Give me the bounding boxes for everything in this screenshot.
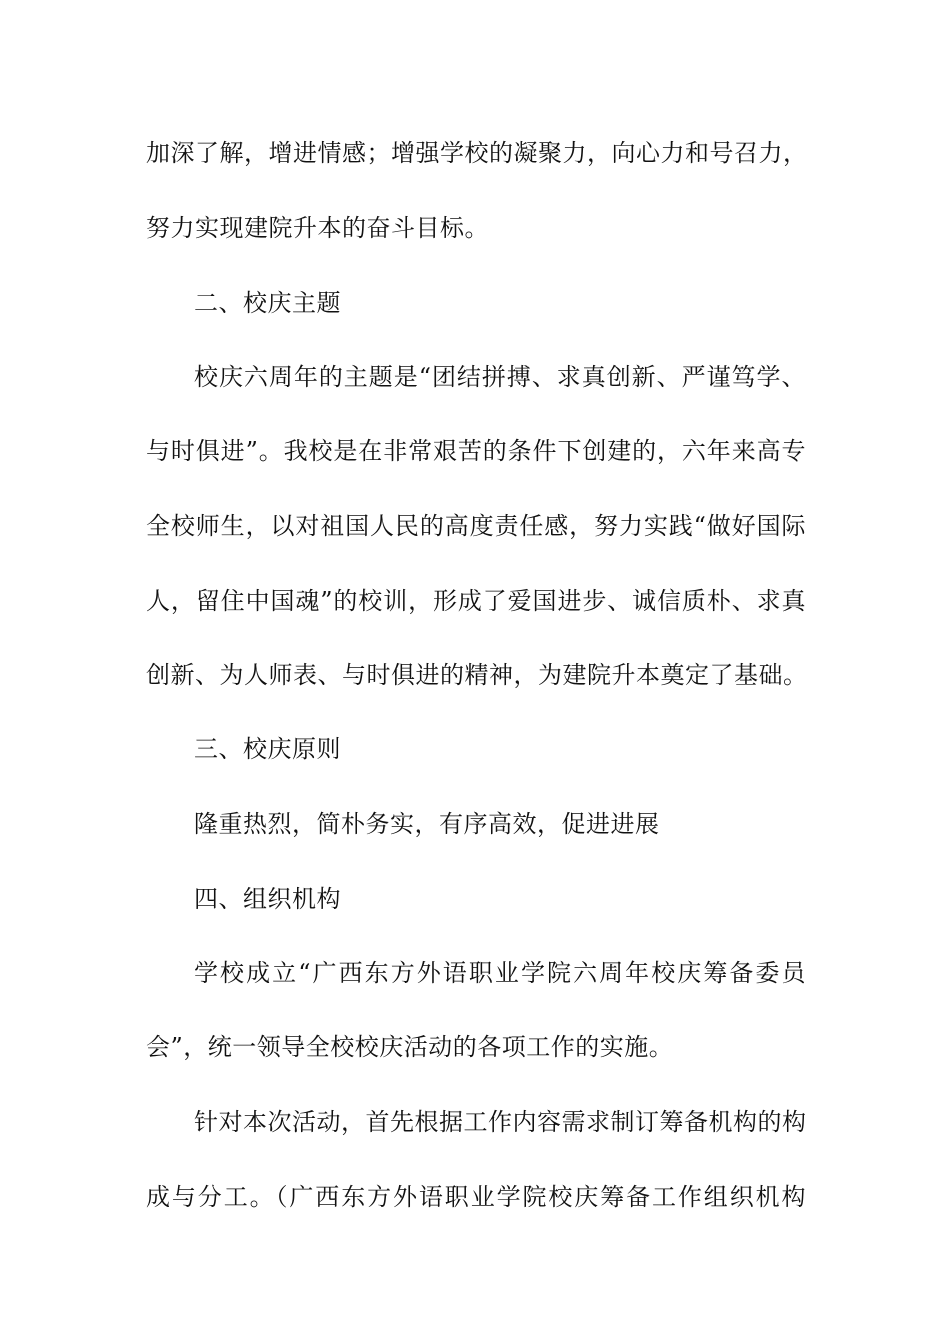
section-heading-theme: 二、校庆主题 bbox=[194, 289, 341, 317]
paragraph-line-15: 成与分工。（广西东方外语职业学院校庆筹备工作组织机构 bbox=[146, 1183, 806, 1211]
paragraph-line-7: 人，留住中国魂”的校训，形成了爱国进步、诚信质朴、求真 bbox=[146, 587, 806, 615]
section-heading-principles: 三、校庆原则 bbox=[194, 735, 341, 763]
paragraph-line-2: 努力实现建院升本的奋斗目标。 bbox=[146, 214, 489, 242]
paragraph-line-12: 学校成立“广西东方外语职业学院六周年校庆筹备委员 bbox=[194, 959, 806, 987]
section-heading-organization: 四、组织机构 bbox=[194, 885, 341, 913]
paragraph-line-13: 会”，统一领导全校校庆活动的各项工作的实施。 bbox=[146, 1033, 674, 1061]
paragraph-line-6: 全校师生，以对祖国人民的高度责任感，努力实践“做好国际 bbox=[146, 512, 806, 540]
paragraph-line-14: 针对本次活动，首先根据工作内容需求制订筹备机构的构 bbox=[194, 1108, 807, 1136]
paragraph-line-1: 加深了解，增进情感；增强学校的凝聚力，向心力和号召力， bbox=[146, 139, 808, 167]
paragraph-line-4: 校庆六周年的主题是“团结拼搏、求真创新、严谨笃学、 bbox=[194, 363, 806, 391]
paragraph-line-5: 与时俱进”。我校是在非常艰苦的条件下创建的，六年来高专 bbox=[146, 437, 806, 465]
paragraph-line-10: 隆重热烈，简朴务实，有序高效，促进进展 bbox=[194, 810, 660, 838]
paragraph-line-8: 创新、为人师表、与时俱进的精神，为建院升本奠定了基础。 bbox=[146, 661, 808, 689]
